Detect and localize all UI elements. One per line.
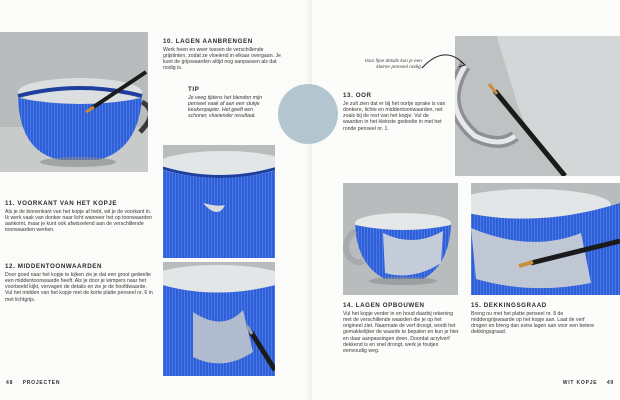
photo-step-12	[163, 262, 275, 376]
photo-step-11	[163, 145, 275, 258]
step-13-title: 13. OOR	[343, 92, 372, 99]
tip-body: Je veeg tijdens het blenden mijn penseel vaak af aan een stukje keukenpapier. Het geeft een schoner, vloeiender resultaat.	[188, 94, 263, 120]
tip-box	[188, 86, 274, 120]
step-10	[163, 38, 283, 72]
curved-arrow-icon	[420, 48, 468, 78]
footer-right	[563, 380, 614, 386]
page-number-right: 49	[606, 380, 614, 386]
step-12-body: Door goed naar het kopje te kijken zie je dat een groot gedeelte een middentoonwaarde heeft. Als je door je wimpers naar het voorbeeld kijkt, vervagen de details en zie je de hoofdwaarde. Vul het midden van het kopje met de korte platte penseel nr. 6 in met lichtgrijs.	[5, 271, 153, 303]
step-11-title: 11. VOORKANT VAN HET KOPJE	[5, 200, 118, 207]
step-10-title: 10. LAGEN AANBRENGEN	[163, 38, 253, 45]
decorative-circle	[278, 84, 338, 144]
step-10-body: Werk heen en weer tussen de verschillende grijstinten, zodat ze vloeiend in elkaar overgaan. Je kunt de grijswaarden altijd nog aanpassen als dat nodig is.	[163, 46, 281, 72]
footer-left	[6, 380, 60, 386]
section-label-right: WIT KOPJE	[562, 380, 598, 386]
tip-title: TIP	[188, 86, 200, 93]
section-label-left: PROJECTEN	[22, 380, 61, 386]
step-14	[343, 302, 461, 355]
step-15-body: Breng nu met het platte penseel nr. 8 de middengrijswaarde op het kopje aan. Laat de verf drogen en breng dan extra lagen aan voor een betere dekkingsgraad.	[471, 310, 595, 336]
step-11-body: Als je de binnenkant van het kopje af hebt, wil je de voorkant in. Ik werk vaak van donker naar licht wanneer het op toonwaarden aankomt, maar je kunt ook afwisselend aan de verschillende toonwaarden werken.	[5, 208, 153, 234]
photo-step-14	[343, 183, 458, 295]
step-12-title: 12. MIDDENTOONWAARDEN	[5, 263, 103, 270]
page-gutter	[308, 0, 312, 400]
step-14-title: 14. LAGEN OPBOUWEN	[343, 302, 425, 309]
step-13	[343, 92, 447, 132]
page-number-left: 48	[6, 380, 14, 386]
step-15	[471, 302, 597, 336]
photo-caption: Voor fijne details kun je een kleiner penseel nodig.	[364, 58, 422, 69]
photo-step-15	[471, 183, 620, 295]
photo-step-10	[0, 32, 148, 172]
photo-step-13	[455, 36, 620, 176]
step-11	[5, 200, 155, 234]
step-15-title: 15. DEKKINGSGRAAD	[471, 302, 547, 309]
step-13-body: Je zult zien dat er bij het oortje sprake is van donkere, lichte en middentoonwaarden, net zoals bij de rest van het kopje. Vul de waarden in het kleinste gedeelte in met het ronde penseel nr. 1.	[343, 100, 446, 132]
step-12	[5, 263, 155, 303]
step-14-body: Vul het kopje verder in en houd daarbij rekening met de verschillende waarden die je op het origineel ziet. Naarmate de verf droogt, wordt het gemakkelijker de waarde te bepalen en kun je hier en daar aanpassingen doen. Doordat acrylverf dekkend is en snel droogt, werk je foutjes eenvoudig weg.	[343, 310, 459, 355]
